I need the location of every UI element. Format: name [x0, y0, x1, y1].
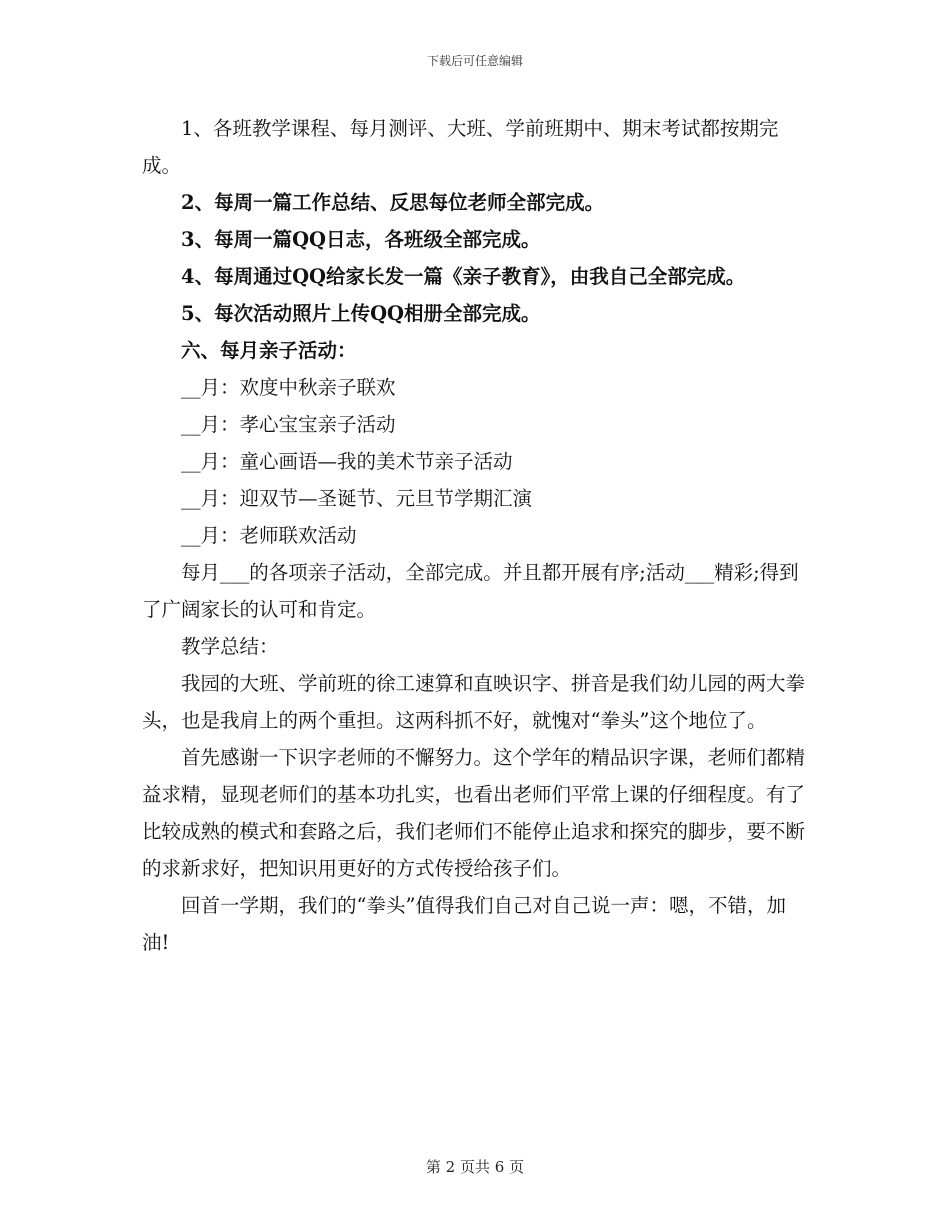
page-header: 下载后可任意编辑: [426, 54, 523, 68]
list-item: __月：童心画语—我的美术节亲子活动: [181, 450, 513, 473]
list-item: __月：迎双节—圣诞节、元旦节学期汇演: [181, 487, 533, 510]
paragraph: 4、每周通过QQ给家长发一篇《亲子教育》，由我自己全部完成。: [181, 265, 746, 288]
paragraph: 3、每周一篇QQ日志，各班级全部完成。: [181, 228, 541, 251]
page-footer: 第 2 页共 6 页: [425, 1158, 525, 1176]
paragraph: 1、各班教学课程、每月测评、大班、学前班期中、期末考试都按期完成。: [142, 117, 779, 177]
paragraph: 5、每次活动照片上传QQ相册全部完成。: [181, 302, 541, 325]
section-heading: 六、每月亲子活动：: [181, 339, 357, 362]
paragraph: 首先感谢一下识字老师的不懈努力。这个学年的精品识字课，老师们都精益求精，显现老师们的基本功扎实，也看出老师们平常上课的仔细程度。有了比较成熟的模式和套路之后，我们老师们不能停止追求和探究的脚步，要不断的求新求好，把知识用更好的方式传授给孩子们。: [142, 746, 806, 880]
paragraph: 回首一学期，我们的“拳头”值得我们自己对自己说一声：嗯，不错，加油!: [142, 894, 786, 954]
paragraph: 我园的大班、学前班的徐工速算和直映识字、拼音是我们幼儿园的两大拳头，也是我肩上的两个重担。这两科抓不好，就愧对“拳头”这个地位了。: [142, 672, 806, 732]
section-heading: 教学总结：: [181, 635, 279, 658]
paragraph: 每月___的各项亲子活动，全部完成。并且都开展有序;活动___精彩;得到了广阔家长的认可和肯定。: [142, 561, 799, 621]
list-item: __月：老师联欢活动: [181, 524, 357, 547]
paragraph: 2、每周一篇工作总结、反思每位老师全部完成。: [181, 191, 605, 214]
list-item: __月：欢度中秋亲子联欢: [181, 376, 396, 399]
list-item: __月：孝心宝宝亲子活动: [181, 413, 396, 436]
document-body: [142, 110, 810, 961]
